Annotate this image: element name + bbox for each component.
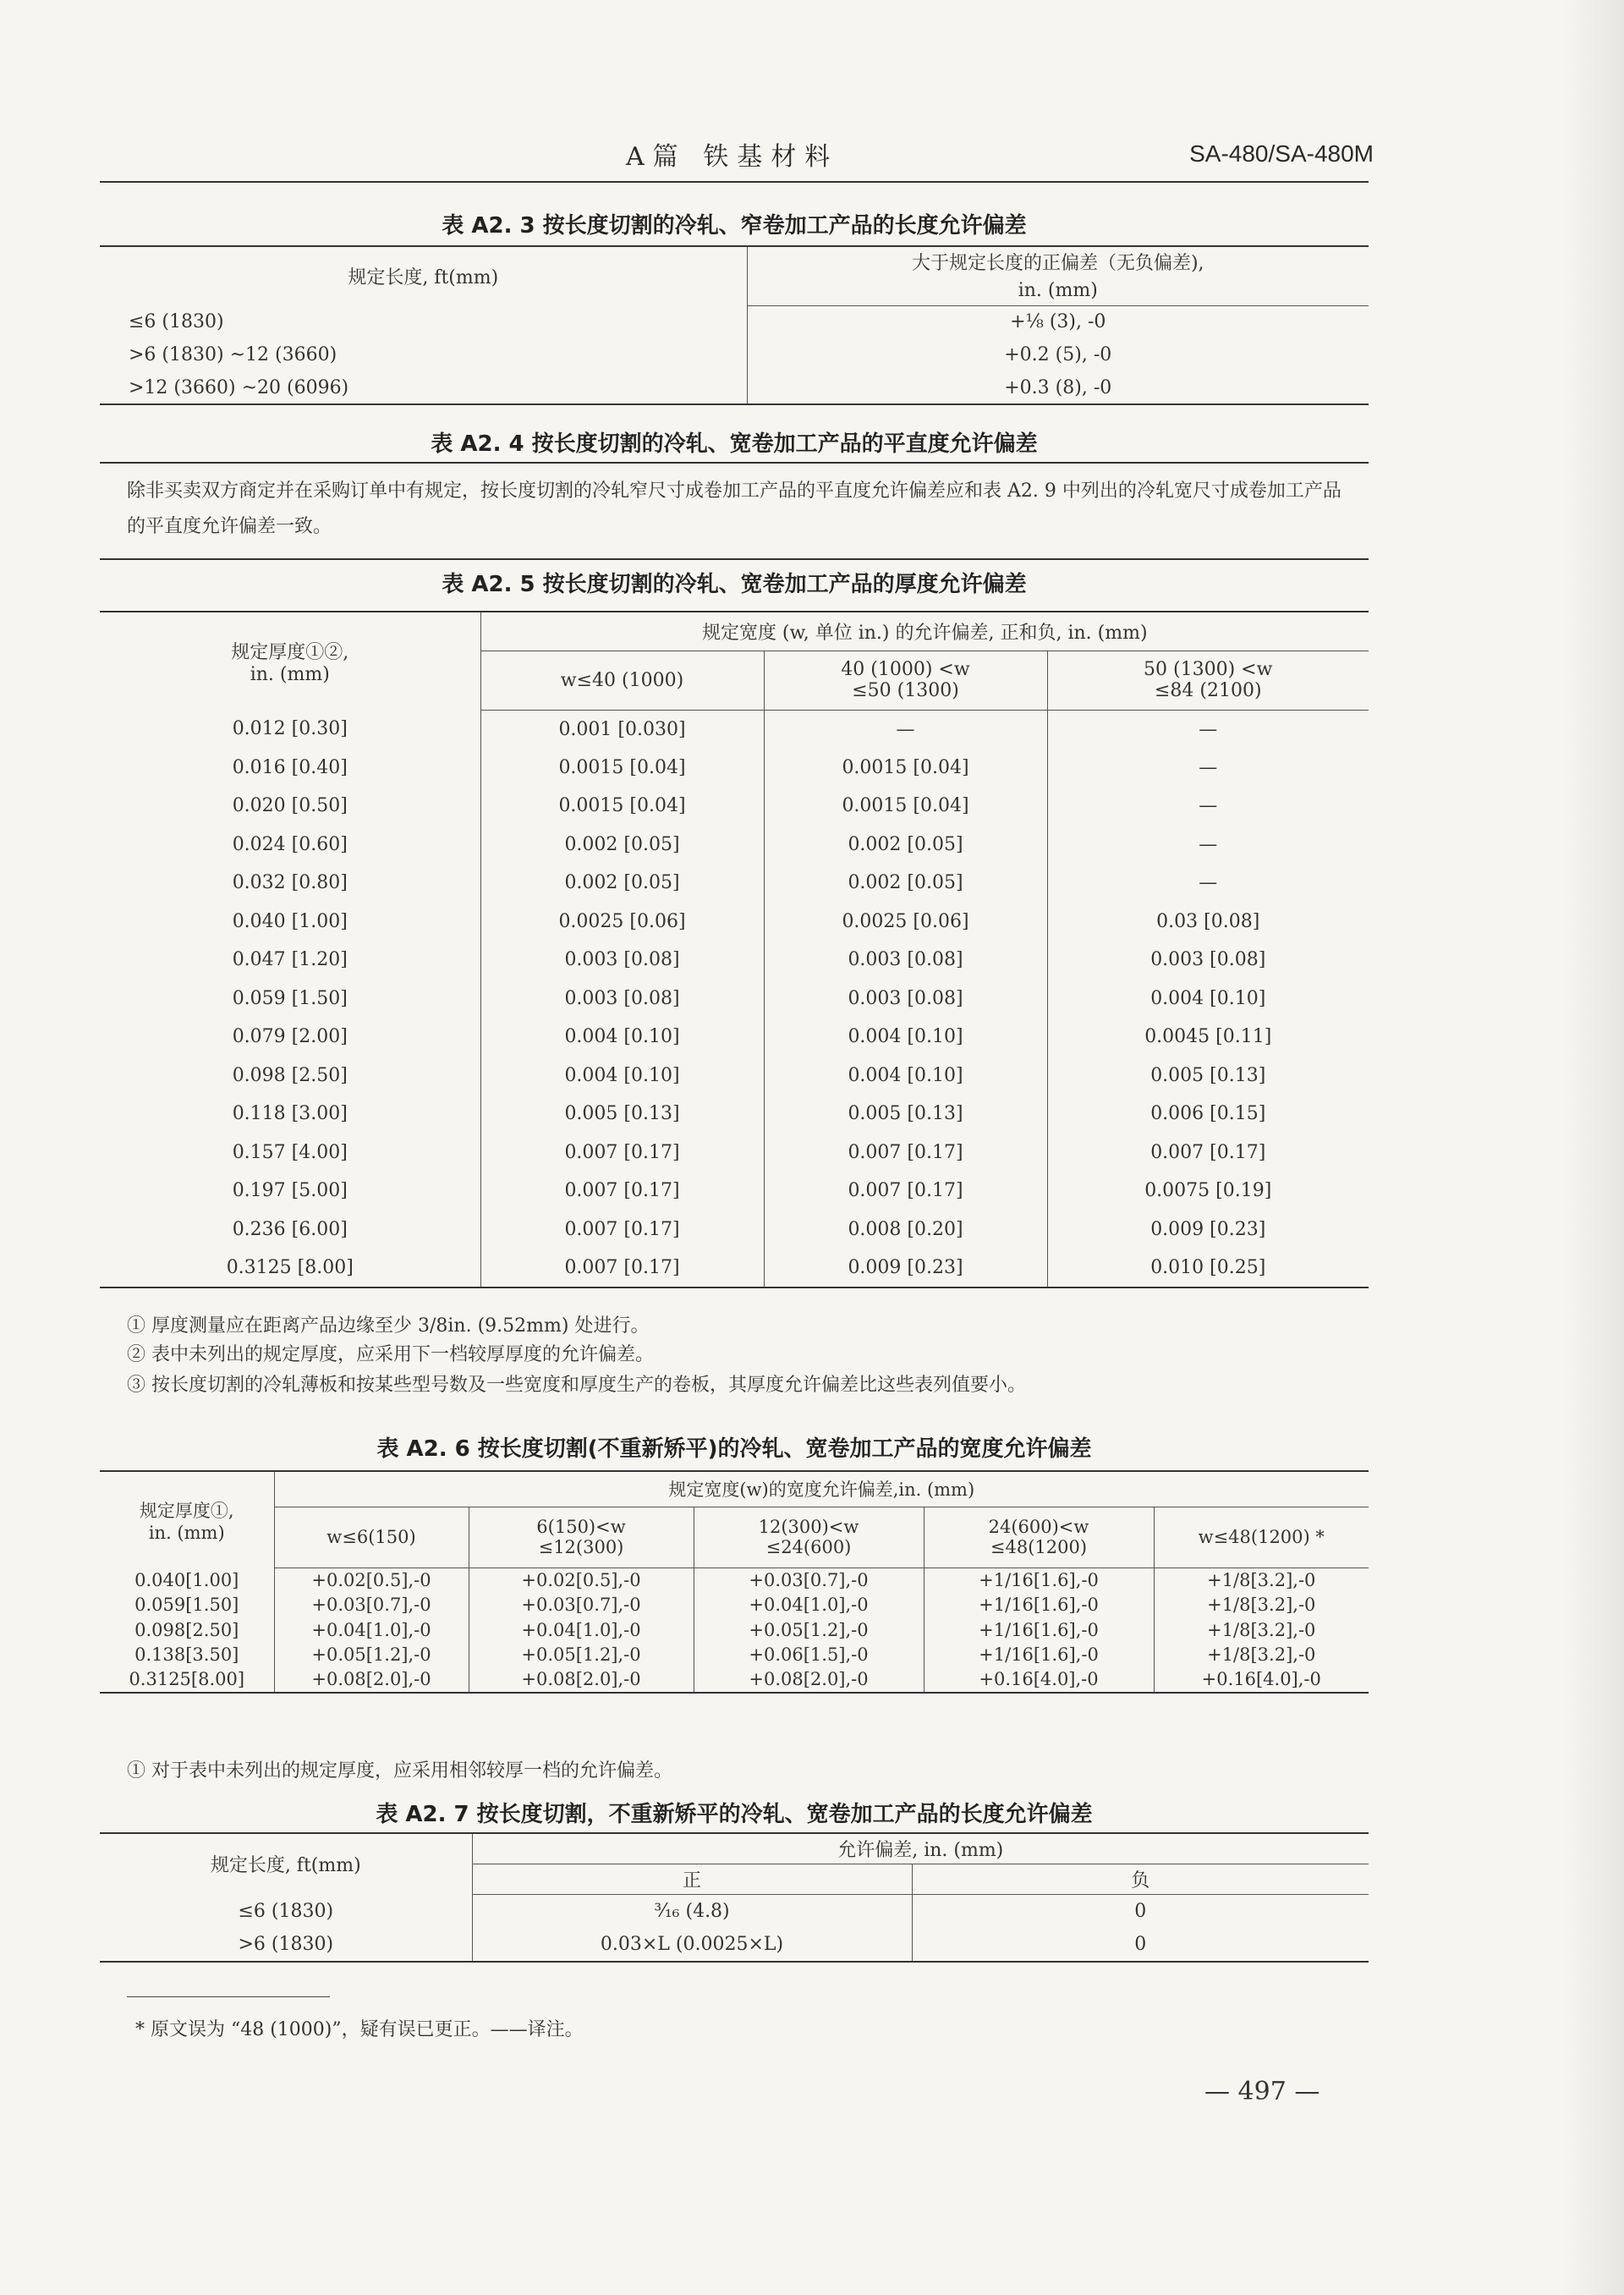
table-row: [100, 864, 1369, 903]
table-header-cell: 规定长度, ft(mm): [100, 246, 747, 305]
header-rule: [100, 181, 1369, 183]
header-line: ≤50 (1300): [852, 680, 959, 701]
table-cell: ≤6 (1830): [129, 311, 224, 332]
table-row: [100, 903, 1369, 942]
header-line: 6(150)<w: [536, 1517, 626, 1537]
table-header-cell: [100, 612, 480, 710]
table-cell: 0.236 [6.00]: [232, 1218, 348, 1240]
table-row: [100, 1643, 1369, 1668]
table-header-cell: [694, 1507, 924, 1568]
table-header-cell: [924, 1507, 1154, 1568]
table-row: [100, 305, 1369, 338]
table-a2-5-note-3: ③ 按长度切割的冷轧薄板和按某些型号数及一些宽度和厚度生产的卷板，其厚度允许偏差比这些表列值要小。: [127, 1375, 1026, 1396]
table-cell: 0.3125 [8.00]: [100, 1249, 480, 1288]
table-cell: +0.08[2.0],-0: [469, 1667, 694, 1693]
table-header-cell: 规定宽度 (w, 单位 in.) 的允许偏差, 正和负, in. (mm): [480, 612, 1369, 651]
table-header-cell: 允许偏差, in. (mm): [472, 1833, 1369, 1864]
footnote-rule: [127, 1996, 330, 1997]
table-cell: 0.0025 [0.06]: [764, 903, 1047, 942]
table-header-cell: w≤40 (1000): [480, 651, 764, 710]
table-a2-4-bottom-rule: [100, 558, 1369, 560]
table-cell: 0.098[2.50]: [134, 1619, 239, 1640]
table-cell: +1/8[3.2],-0: [1154, 1617, 1369, 1643]
table-cell: —: [1047, 826, 1369, 865]
page-edge-shadow: [1565, 0, 1624, 2295]
table-row: [100, 980, 1369, 1018]
table-header-cell: [1047, 651, 1369, 710]
table-cell: —: [1047, 710, 1369, 749]
header-thickness: 规定厚度①,: [139, 1500, 234, 1521]
table-cell: +1/16[1.6],-0: [924, 1593, 1154, 1618]
table-cell: +0.08[2.0],-0: [694, 1667, 924, 1693]
table-a2-5-note-1: ① 厚度测量应在距离产品边缘至少 3/8in. (9.52mm) 处进行。: [127, 1315, 650, 1337]
table-cell: +⅛ (3), -0: [747, 305, 1369, 338]
table-cell: +1/16[1.6],-0: [924, 1568, 1154, 1593]
header-line: ≤84 (2100): [1154, 680, 1262, 701]
table-cell: +1/16[1.6],-0: [924, 1617, 1154, 1643]
table-cell: 0.0015 [0.04]: [480, 749, 764, 788]
table-cell: 0.012 [0.30]: [232, 718, 348, 740]
table-cell: ≤6 (1830): [238, 1900, 334, 1922]
table-cell: 0.007 [0.17]: [764, 1134, 1047, 1172]
table-cell: 0.024 [0.60]: [232, 833, 348, 855]
table-cell: 0.138[3.50]: [134, 1644, 239, 1666]
standard-code: SA-480/SA-480M: [1189, 140, 1374, 167]
table-cell: —: [1047, 864, 1369, 903]
header-line: ≤48(1200): [990, 1537, 1088, 1557]
table-cell: 0.0025 [0.06]: [480, 903, 764, 942]
table-cell: 0.0015 [0.04]: [480, 787, 764, 826]
table-cell: 0.032 [0.80]: [232, 872, 348, 894]
table-row: [100, 371, 1369, 404]
table-cell: 0.004 [0.10]: [480, 1018, 764, 1057]
table-cell: 0.016 [0.40]: [232, 756, 348, 778]
table-cell: +0.06[1.5],-0: [694, 1643, 924, 1668]
table-cell: 0.079 [2.00]: [232, 1026, 348, 1048]
table-cell: 0.03×L (0.0025×L): [472, 1928, 912, 1962]
table-a2-3: [100, 245, 1369, 405]
table-row: [100, 1568, 1369, 1593]
table-cell: 0.157 [4.00]: [232, 1141, 348, 1163]
table-row: [100, 826, 1369, 865]
table-cell: 0.002 [0.05]: [480, 826, 764, 865]
table-header-cell: w≤48(1200) *: [1154, 1507, 1369, 1568]
table-row: [100, 1095, 1369, 1134]
table-cell: 0.197 [5.00]: [232, 1180, 348, 1202]
table-cell: >6 (1830): [100, 1928, 472, 1962]
table-cell: +0.05[1.2],-0: [469, 1643, 694, 1668]
table-cell: 0.003 [0.08]: [480, 941, 764, 980]
table-cell: 0.098 [2.50]: [232, 1064, 348, 1086]
table-row: [100, 1617, 1369, 1643]
table-cell: 0.020 [0.50]: [232, 795, 348, 817]
running-header: A篇 铁基材料: [626, 142, 839, 172]
table-a2-7: [100, 1832, 1369, 1963]
table-header-cell: 规定宽度(w)的宽度允许偏差,in. (mm): [274, 1471, 1369, 1507]
table-row: [100, 1018, 1369, 1057]
table-a2-3-caption: 表 A2. 3 按长度切割的冷轧、窄卷加工产品的长度允许偏差: [442, 213, 1027, 239]
table-cell: 0: [912, 1894, 1369, 1928]
table-cell: 0.118 [3.00]: [232, 1103, 348, 1125]
table-header-cell: [100, 1471, 274, 1568]
table-a2-6-caption: 表 A2. 6 按长度切割(不重新矫平)的冷轧、宽卷加工产品的宽度允许偏差: [376, 1436, 1092, 1462]
table-cell: +0.03[0.7],-0: [694, 1568, 924, 1593]
table-a2-6: [100, 1470, 1369, 1694]
table-row: [100, 1928, 1369, 1962]
table-cell: 0.006 [0.15]: [1047, 1095, 1369, 1134]
table-a2-4-caption: 表 A2. 4 按长度切割的冷轧、宽卷加工产品的平直度允许偏差: [431, 431, 1038, 457]
table-cell: +1/16[1.6],-0: [924, 1643, 1154, 1668]
header-thickness-unit: in. (mm): [148, 1522, 225, 1543]
header-line: 24(600)<w: [988, 1517, 1089, 1537]
table-header-cell: 大于规定长度的正偏差（无负偏差),: [747, 246, 1369, 277]
table-cell: 0.007 [0.17]: [480, 1134, 764, 1172]
table-cell: +0.16[4.0],-0: [1154, 1667, 1369, 1693]
table-a2-5-note-2: ② 表中未列出的规定厚度，应采用下一档较厚厚度的允许偏差。: [127, 1344, 654, 1365]
table-row: [100, 338, 1369, 371]
table-row: [100, 787, 1369, 826]
header-line: 50 (1300) <w: [1144, 659, 1273, 680]
header-line: 12(300)<w: [758, 1517, 859, 1537]
table-cell: 0.059[1.50]: [134, 1595, 239, 1616]
table-cell: 0.003 [0.08]: [1047, 941, 1369, 980]
table-cell: +0.04[1.0],-0: [694, 1593, 924, 1618]
table-a2-6-note: ① 对于表中未列出的规定厚度，应采用相邻较厚一档的允许偏差。: [127, 1760, 672, 1782]
table-cell: —: [1047, 787, 1369, 826]
table-cell: +0.08[2.0],-0: [274, 1667, 469, 1693]
table-a2-4-rule: [100, 462, 1369, 464]
header-line: ≤12(300): [538, 1537, 624, 1557]
table-cell: +0.2 (5), -0: [747, 338, 1369, 371]
table-cell: 0.0045 [0.11]: [1047, 1018, 1369, 1057]
table-cell: 0.03 [0.08]: [1047, 903, 1369, 942]
table-header-cell: in. (mm): [747, 277, 1369, 305]
table-cell: 0.002 [0.05]: [480, 864, 764, 903]
header-line: ≤24(600): [765, 1537, 852, 1557]
table-cell: 0.010 [0.25]: [1047, 1249, 1369, 1288]
table-cell: 0.007 [0.17]: [480, 1249, 764, 1288]
table-cell: 0.004 [0.10]: [480, 1057, 764, 1095]
table-cell: 0.007 [0.17]: [480, 1172, 764, 1211]
table-cell: 0.009 [0.23]: [1047, 1211, 1369, 1249]
table-cell: 0.005 [0.13]: [1047, 1057, 1369, 1095]
table-header-cell: 负: [912, 1864, 1369, 1894]
table-cell: 0.005 [0.13]: [480, 1095, 764, 1134]
page-number: — 497 —: [1204, 2077, 1320, 2106]
table-cell: +0.04[1.0],-0: [469, 1617, 694, 1643]
table-cell: 0.004 [0.10]: [764, 1018, 1047, 1057]
table-cell: 0.0015 [0.04]: [764, 787, 1047, 826]
table-row: [100, 941, 1369, 980]
table-cell: 0: [912, 1928, 1369, 1962]
table-a2-5: [100, 611, 1369, 1288]
table-cell: 0.0075 [0.19]: [1047, 1172, 1369, 1211]
table-cell: >6 (1830) ~12 (3660): [129, 344, 337, 365]
table-cell: +0.05[1.2],-0: [274, 1643, 469, 1668]
table-cell: +0.02[0.5],-0: [274, 1568, 469, 1593]
table-cell: ³⁄₁₆ (4.8): [472, 1894, 912, 1928]
table-cell: +1/8[3.2],-0: [1154, 1568, 1369, 1593]
table-cell: 0.001 [0.030]: [480, 710, 764, 749]
table-cell: +0.16[4.0],-0: [924, 1667, 1154, 1693]
table-a2-5-caption: 表 A2. 5 按长度切割的冷轧、宽卷加工产品的厚度允许偏差: [442, 572, 1027, 597]
table-row: [100, 1211, 1369, 1249]
table-row: [100, 1593, 1369, 1618]
header-line: 40 (1000) <w: [841, 659, 970, 680]
table-cell: 0.007 [0.17]: [480, 1211, 764, 1249]
table-cell: +0.03[0.7],-0: [469, 1593, 694, 1618]
table-a2-4-text: 除非买卖双方商定并在采购订单中有规定，按长度切割的冷轧窄尺寸成卷加工产品的平直度允许偏差应和表 A2. 9 中列出的冷轧宽尺寸成卷加工产品的平直度允许偏差一致。: [127, 480, 1341, 537]
table-cell: 0.003 [0.08]: [480, 980, 764, 1018]
table-cell: 0.002 [0.05]: [764, 864, 1047, 903]
table-row: [100, 1172, 1369, 1211]
table-cell: 0.040[1.00]: [134, 1569, 239, 1590]
table-row: [100, 749, 1369, 788]
table-cell: +0.05[1.2],-0: [694, 1617, 924, 1643]
header-thickness: 规定厚度①②,: [231, 641, 349, 663]
table-cell: 0.003 [0.08]: [764, 941, 1047, 980]
table-header-cell: 正: [472, 1864, 912, 1894]
table-row: [100, 1894, 1369, 1928]
table-cell: 0.004 [0.10]: [764, 1057, 1047, 1095]
table-a2-7-caption: 表 A2. 7 按长度切割，不重新矫平的冷轧、宽卷加工产品的长度允许偏差: [376, 1802, 1093, 1827]
table-header-cell: [469, 1507, 694, 1568]
table-cell: +0.02[0.5],-0: [469, 1568, 694, 1593]
table-cell: +0.03[0.7],-0: [274, 1593, 469, 1618]
table-cell: 0.008 [0.20]: [764, 1211, 1047, 1249]
table-cell: —: [1047, 749, 1369, 788]
table-cell: 0.040 [1.00]: [232, 910, 348, 932]
table-cell: 0.009 [0.23]: [764, 1249, 1047, 1288]
table-cell: 0.005 [0.13]: [764, 1095, 1047, 1134]
table-row: [100, 1057, 1369, 1095]
table-row: [100, 1249, 1369, 1288]
table-cell: +0.3 (8), -0: [747, 371, 1369, 404]
table-cell: 0.0015 [0.04]: [764, 749, 1047, 788]
table-header-cell: 规定长度, ft(mm): [100, 1833, 472, 1894]
table-cell: 0.002 [0.05]: [764, 826, 1047, 865]
table-cell: 0.3125[8.00]: [100, 1667, 274, 1693]
footnote: * 原文误为 “48 (1000)”，疑有误已更正。——译注。: [135, 2019, 584, 2040]
table-cell: +1/8[3.2],-0: [1154, 1643, 1369, 1668]
table-cell: 0.007 [0.17]: [1047, 1134, 1369, 1172]
table-row: [100, 710, 1369, 749]
table-cell: +0.04[1.0],-0: [274, 1617, 469, 1643]
table-row: [100, 1667, 1369, 1693]
table-cell: —: [764, 710, 1047, 749]
table-header-cell: w≤6(150): [274, 1507, 469, 1568]
table-cell: 0.007 [0.17]: [764, 1172, 1047, 1211]
table-header-cell: [764, 651, 1047, 710]
table-cell: >12 (3660) ~20 (6096): [100, 371, 747, 404]
table-cell: 0.004 [0.10]: [1047, 980, 1369, 1018]
table-cell: 0.003 [0.08]: [764, 980, 1047, 1018]
table-cell: 0.059 [1.50]: [232, 987, 348, 1009]
table-row: [100, 1134, 1369, 1172]
table-cell: +1/8[3.2],-0: [1154, 1593, 1369, 1618]
table-cell: 0.047 [1.20]: [232, 949, 348, 971]
header-thickness-unit: in. (mm): [250, 663, 330, 685]
